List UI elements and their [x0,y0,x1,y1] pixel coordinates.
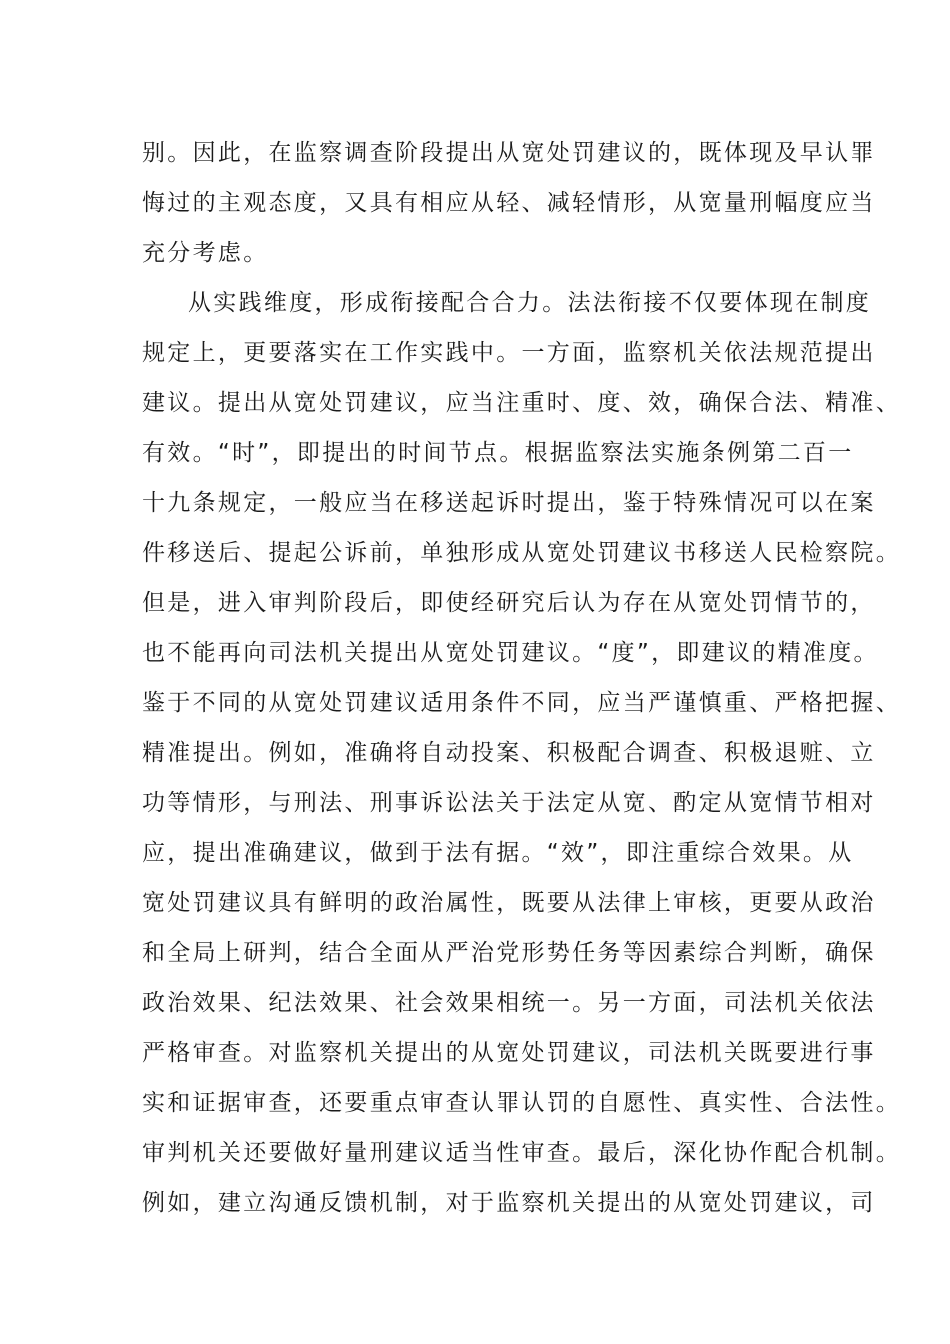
text-line: 应，提出准确建议，做到于法有据。“效”，即注重综合效果。从 [142,840,854,866]
paragraph-first-line: 从实践维度，形成衔接配合合力。法法衔接不仅要体现在制度 [188,290,872,316]
text-line: 宽处罚建议具有鲜明的政治属性，既要从法律上审核，更要从政治 [142,890,876,916]
text-line: 审判机关还要做好量刑建议适当性审查。最后，深化协作配合机制。 [142,1140,901,1166]
text-line: 建议。提出从宽处罚建议，应当注重时、度、效，确保合法、精准、 [142,390,901,416]
text-line: 规定上，更要落实在工作实践中。一方面，监察机关依法规范提出 [142,340,876,366]
text-line: 悔过的主观态度，又具有相应从轻、减轻情形，从宽量刑幅度应当 [142,190,876,216]
text-line: 严格审查。对监察机关提出的从宽处罚建议，司法机关既要进行事 [142,1040,876,1066]
text-line: 实和证据审查，还要重点审查认罪认罚的自愿性、真实性、合法性。 [142,1090,901,1116]
text-line: 功等情形，与刑法、刑事诉讼法关于法定从宽、酌定从宽情节相对 [142,790,876,816]
text-line: 有效。“时”，即提出的时间节点。根据监察法实施条例第二百一 [142,440,854,466]
text-line: 充分考虑。 [142,240,269,266]
text-line: 别。因此，在监察调查阶段提出从宽处罚建议的，既体现及早认罪 [142,140,876,166]
text-line: 但是，进入审判阶段后，即使经研究后认为存在从宽处罚情节的， [142,590,876,616]
text-line: 例如，建立沟通反馈机制，对于监察机关提出的从宽处罚建议，司 [142,1190,876,1216]
text-line: 鉴于不同的从宽处罚建议适用条件不同，应当严谨慎重、严格把握、 [142,690,901,716]
text-line: 和全局上研判，结合全面从严治党形势任务等因素综合判断，确保 [142,940,876,966]
text-line: 件移送后、提起公诉前，单独形成从宽处罚建议书移送人民检察院。 [142,540,901,566]
text-line: 政治效果、纪法效果、社会效果相统一。另一方面，司法机关依法 [142,990,876,1016]
text-line: 精准提出。例如，准确将自动投案、积极配合调查、积极退赃、立 [142,740,876,766]
text-line: 十九条规定，一般应当在移送起诉时提出，鉴于特殊情况可以在案 [142,490,876,516]
text-line: 也不能再向司法机关提出从宽处罚建议。“度”，即建议的精准度。 [142,640,879,666]
